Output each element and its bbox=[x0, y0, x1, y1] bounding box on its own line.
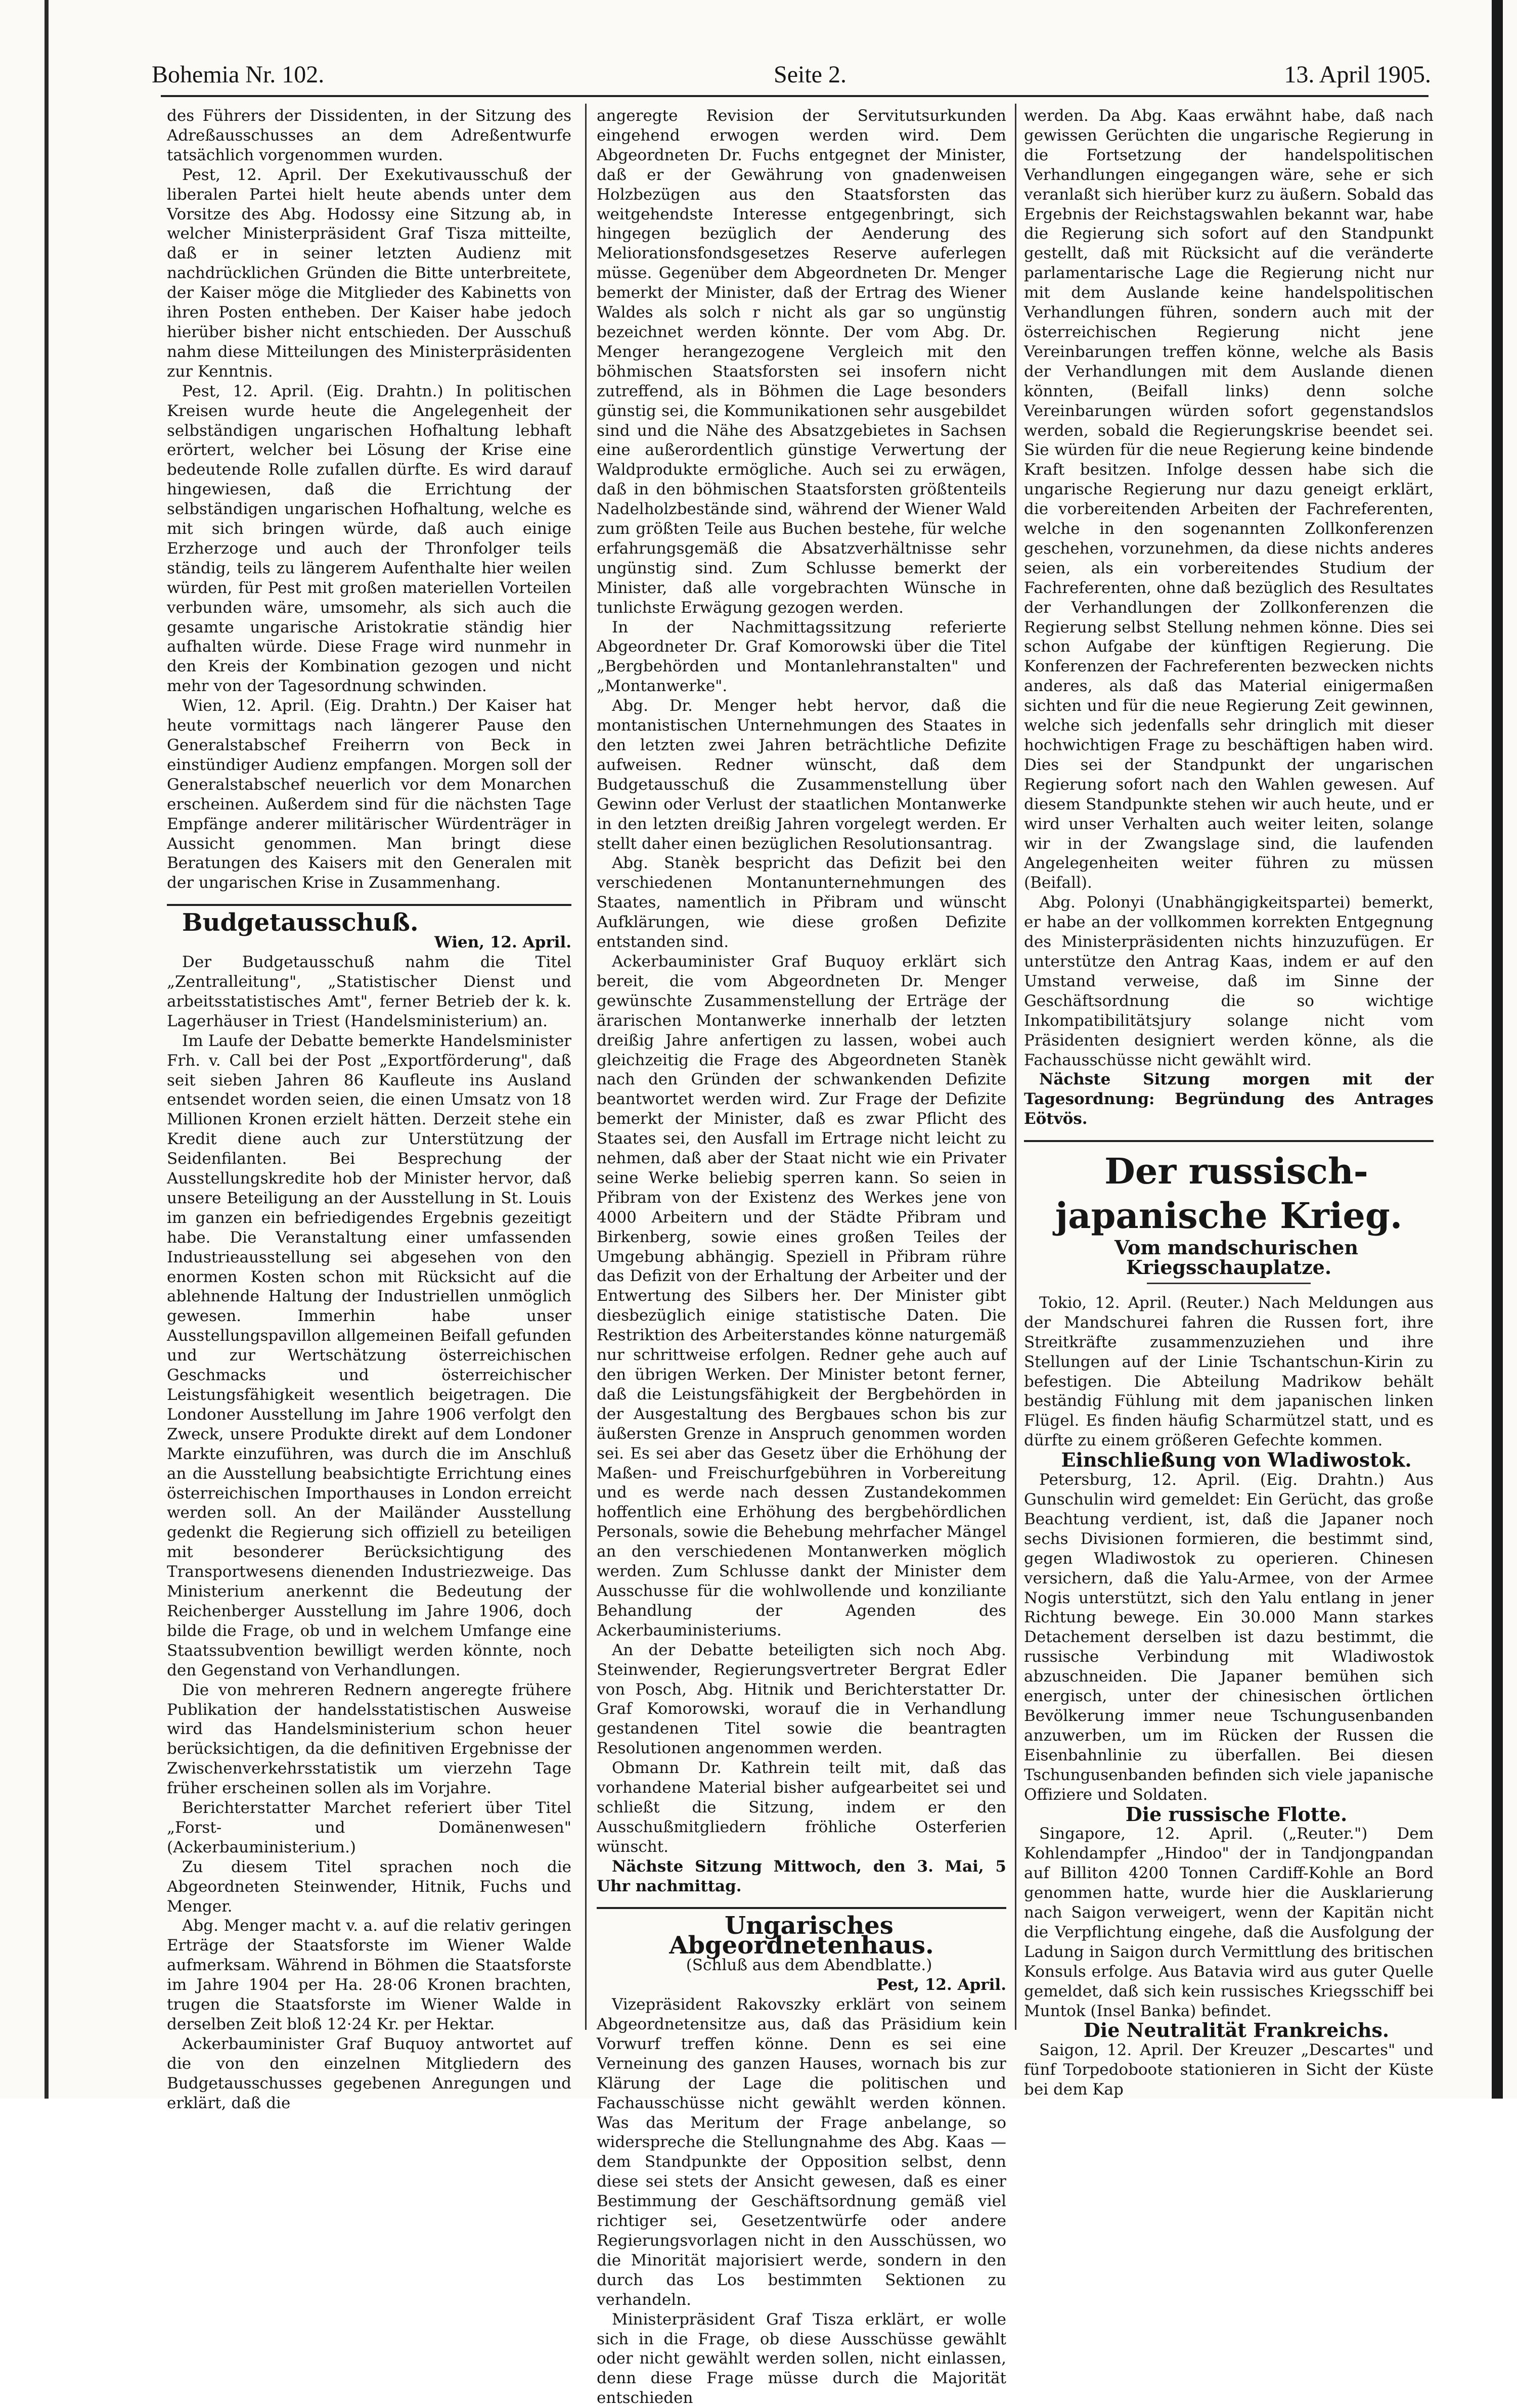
paragraph: Im Laufe der Debatte bemerkte Handelsminister Frh. v. Call bei der Post „Exportförderung", daß seit sieben Jahren 86 Kaufleute ins Ausland entsendet worden seien, die einen Umsatz von 18 Millionen Kronen erzielt hätten. Derzeit stehe ein Kredit diene auch zur Unterstützung der Seidenfilanten. Bei Besprechung der Ausstellungskredite hob der Minister hervor, daß unsere Beteiligung an der Ausstellung in St. Louis im ganzen ein befriedigendes Ergebnis gezeitigt habe. Die Veranstaltung einer umfassenden Industrieausstellung sei abgesehen von den enormen Kosten schon mit Rücksicht auf die ablehnende Haltung der Industriellen unmöglich gewesen. Immerhin habe unser Ausstellungspavillon allgemeinen Beifall gefunden und zur Wertschätzung österreichischen Geschmacks und österreichischer Leistungsfähigkeit wesentlich beigetragen. Die Londoner Ausstellung im Jahre 1906 verfolgt den Zweck, unsere Produkte direkt auf dem Londoner Markte einzuführen, was durch die im Anschluß an die Ausstellung beabsichtigte Errichtung eines österreichischen Importhauses in London erreicht werden soll. An der Mailänder Ausstellung gedenkt die Regierung sich offiziell zu beteiligen mit besonderer Berücksichtigung des Transportwesens dienenden Industriezweige. Das Ministerium anerkennt die Bedeutung der Reichenberger Ausstellung im Jahre 1906, doch bilde die Frage, ob und in welchem Umfange eine Staatssubvention bewilligt werden könnte, noch den Gegenstand von Verhandlungen. bbox=[167, 1031, 571, 1679]
paragraph: Berichterstatter Marchet referiert über Titel „Forst- und Domänenwesen" (Ackerbauministerium.) bbox=[167, 1799, 571, 1856]
section-title-hungarian-house: Ungarisches Abgeordnetenhaus. bbox=[669, 1912, 934, 1960]
page-number: Seite 2. bbox=[774, 61, 846, 88]
paragraph: Wien, 12. April. (Eig. Drahtn.) Der Kaiser hat heute vormittags nach längerer Pause den Generalstabschef Freiherrn von Beck in einstündiger Audienz empfangen. Morgen soll der Generalstabschef neuerlich vor dem Monarchen erscheinen. Außerdem sind für die nächsten Tage Empfänge anderer militärischer Würdenträger in Aussicht genommen. Man bringt diese Beratungen des Kaisers mit den Generalen mit der ungarischen Krise in Zusammenhang. bbox=[167, 697, 571, 892]
paragraph: Vizepräsident Rakovszky erklärt von seinem Abgeordnetensitze aus, daß das Präsidium kein Vorwurf treffen könne. Denn es sei eine Verneinung des ganzen Hauses, wornach bis zur Klärung der Lage die politischen und Fachausschüsse nicht gewählt werden können. Was das Meritum der Frage anbelange, so widerspreche die Stellungnahme des Abg. Kaas — dem Standpunkte der Opposition selbst, denn diese sei stets der Ansicht gewesen, daß es einer Bestimmung der Geschäftsordnung gemäß viel richtiger sei, Gesetzentwürfe oder andere Regierungsvorlagen nicht in den Ausschüssen, wo die Minorität majorisiert werde, sondern in den durch das Los bestimmten Sektionen zu verhandeln. bbox=[597, 1995, 1006, 2309]
column-3 bbox=[1024, 106, 1434, 2100]
column-rule-2 bbox=[1015, 104, 1016, 2030]
paragraph: Abg. Dr. Menger hebt hervor, daß die montanistischen Unternehmungen des Staates in den letzten zwei Jahren beträchtliche Defizite aufweisen. Redner wünscht, daß dem Budgetausschuß die Zusammenstellung über Gewinn oder Verlust der staatlichen Montanwerke in den letzten dreißig Jahren vorgelegt werden. Er stellt daher einen bezüglichen Resolutionsantrag. bbox=[597, 697, 1006, 853]
paragraph: Pest, 12. April. Der Exekutivausschuß der liberalen Partei hielt heute abends unter dem Vorsitze des Abg. Hodossy eine Sitzung ab, in welcher Ministerpräsident Graf Tisza mitteilte, daß er in seiner letzten Audienz mit nachdrücklichen Gründen die Bitte unterbreitete, der Kaiser möge die Mitglieder des Kabinetts von ihren Posten entheben. Der Kaiser habe jedoch hierüber bisher nicht entschieden. Der Ausschuß nahm diese Mitteilungen des Ministerpräsidenten zur Kenntnis. bbox=[167, 165, 571, 381]
column-rule-1 bbox=[585, 104, 587, 2030]
scan-edge-left bbox=[44, 0, 49, 2099]
masthead-issue: Bohemia Nr. 102. bbox=[152, 61, 325, 88]
paragraph: In der Nachmittagssitzung referierte Abgeordneter Dr. Graf Komorowski über die Titel „Bergbehörden und Montanlehranstalten" und „Montanwerke". bbox=[597, 618, 1006, 696]
column-1 bbox=[167, 106, 571, 2113]
section-rule bbox=[167, 904, 571, 906]
subheadline-wladiwostok: Einschließung von Wladiwostok. bbox=[1061, 1448, 1412, 1472]
section-rule bbox=[1024, 1140, 1434, 1142]
column-2 bbox=[597, 106, 1006, 2408]
issue-date: 13. April 1905. bbox=[1284, 61, 1431, 88]
paragraph: Abg. Polonyi (Unabhängigkeitspartei) bemerkt, er habe an der vollkommen korrekten Entgegnung des Ministerpräsidenten nichts hinzuzufügen. Er unterstütze den Antrag Kaas, indem er auf den Umstand verweise, daß im Sinne der Geschäftsordnung die so wichtige Inkompatibilitätsjury solange nicht vom Präsidenten designiert werden könne, als die Fachausschüsse nicht gewählt wird. bbox=[1024, 893, 1434, 1069]
paragraph: Der Budgetausschuß nahm die Titel „Zentralleitung", „Statistischer Dienst und arbeitsstatistisches Amt", ferner Betrieb der k. k. Lagerhäuser in Triest (Handelsministerium) an. bbox=[167, 953, 571, 1030]
paragraph: Saigon, 12. April. Der Kreuzer „Descartes" und fünf Torpedoboote stationieren in Sicht der Küste bei dem Kap bbox=[1024, 2041, 1434, 2099]
headline-war: Der russisch-japanische Krieg. bbox=[1055, 1150, 1403, 1237]
subhead-rule bbox=[1147, 1283, 1311, 1284]
paragraph: Pest, 12. April. (Eig. Drahtn.) In politischen Kreisen wurde heute die Angelegenheit der selbständigen ungarischen Hofhaltung lebhaft erörtert, welcher bei Lösung der Krise eine bedeutende Rolle zufallen dürfte. Es wird darauf hingewiesen, daß die Errichtung der selbständigen ungarischen Hofhaltung, welche es mit sich bringen würde, daß auch einige Erzherzoge und auch der Thronfolger teils ständig, teils zu längerem Aufenthalte hier weilen würden, für Pest mit großen materiellen Vorteilen verbunden wäre, umsomehr, als sich auch die gesamte ungarische Aristokratie ständig hier aufhalten würde. Diese Frage wird nunmehr in den Kreis der Kombination gezogen und nicht mehr von der Tagesordnung schwinden. bbox=[167, 382, 571, 696]
section-title-budget: Budgetausschuß. bbox=[182, 908, 419, 937]
section-subtitle: (Schluß aus dem Abendblatte.) bbox=[686, 1956, 932, 1975]
scan-edge-right bbox=[1492, 0, 1503, 2099]
paragraph: Zu diesem Titel sprachen noch die Abgeordneten Steinwender, Hitnik, Fuchs und Menger. bbox=[167, 1857, 571, 1916]
page-header bbox=[152, 61, 1431, 96]
paragraph: Ackerbauminister Graf Buquoy antwortet auf die von den einzelnen Mitgliedern des Budgetausschusses gegebenen Anregungen und erklärt, daß die bbox=[167, 2034, 571, 2112]
paragraph: Obmann Dr. Kathrein teilt mit, daß das vorhandene Material bisher aufgearbeitet sei und schließt die Sitzung, indem er den Ausschußmitgliedern fröhliche Osterferien wünscht. bbox=[597, 1759, 1006, 1856]
subheadline-manchuria: Vom mandschurischen Kriegsschauplatze. bbox=[1114, 1236, 1358, 1279]
paragraph: Abg. Stanèk bespricht das Defizit bei den verschiedenen Montanunternehmungen des Staates, namentlich in Přibram und wünscht Aufklärungen, wie diese großen Defizite entstanden sind. bbox=[597, 854, 1006, 951]
paragraph: Ackerbauminister Graf Buquoy erklärt sich bereit, die vom Abgeordneten Dr. Menger gewünschte Zusammenstellung der Erträge der ärarischen Montanwerke innerhalb der letzten dreißig Jahre anfertigen zu lassen, wobei auch gleichzeitig die Frage des Abgeordneten Stanèk nach den Gründen der schwankenden Defizite beantwortet werden wird. Zur Frage der Defizite bemerkt der Minister, daß es zwar Pflicht des Staates sei, den Ausfall im Ertrage nicht leicht zu nehmen, daß aber der Staat nicht wie ein Privater seine Werke beliebig sperren kann. So seien in Přibram von der Existenz des Werkes jene von 4000 Arbeitern und der Städte Přibram und Birkenberg, sowie eines großen Teiles der Umgebung abhängig. Speziell in Přibram rühre das Defizit von der Erhaltung der Arbeiter und der Entwertung des Silbers her. Der Minister gibt diesbezüglich einige statistische Daten. Die Restriktion des Arbeiterstandes könne naturgemäß nur schrittweise erfolgen. Redner gehe auch auf den übrigen Werken. Der Minister betont ferner, daß die Leistungsfähigkeit der Bergbehörden in der Ausgestaltung des Bergbaues schon bis zur äußersten Grenze in Anspruch genommen worden sei. Es sei aber das Gesetz über die Erhöhung der Maßen- und Freischurfgebühren in Vorbereitung und es werde nach dessen Zustandekommen hoffentlich eine Erhöhung des bergbehördlichen Personals, sowie die Behebung mehrfacher Mängel an den verschiedenen Montanwerken möglich werden. Zum Schlusse dankt der Minister dem Ausschusse für die wohlwollende und konziliante Behandlung der Agenden des Ackerbauministeriums. bbox=[597, 952, 1006, 1640]
paragraph: Tokio, 12. April. (Reuter.) Nach Meldungen aus der Mandschurei fahren die Russen fort, ihre Streitkräfte zusammenzuziehen und ihre Stellungen auf der Linie Tschantschun-Kirin zu befestigen. Die Abteilung Madrikow behält beständig Fühlung mit dem japanischen linken Flügel. Es finden häufig Scharmützel statt, und es dürfte zu einem größeren Gefechte kommen. bbox=[1024, 1293, 1434, 1450]
subheadline-fleet: Die russische Flotte. bbox=[1125, 1802, 1348, 1826]
paragraph: Petersburg, 12. April. (Eig. Drahtn.) Aus Gunschulin wird gemeldet: Ein Gerücht, das große Beachtung verdient, ist, daß die Japaner noch sechs Divisionen formieren, die bestimmt sind, gegen Wladiwostok zu operieren. Chinesen versichern, daß die Yalu-Armee, von der Armee Nogis unterstützt, sich den Yalu entlang in jener Richtung bewege. Ein 30.000 Mann starkes Detachement derselben ist dazu bestimmt, die russische Verbindung mit Wladiwostok abzuschneiden. Die Japaner bemühen sich energisch, unter der chinesischen örtlichen Bevölkerung immer neue Tschungusenbanden anzuwerben, um im Rücken der Russen die Eisenbahnlinie zu überfallen. Bei diesen Tschungusenbanden befinden sich viele japanische Offiziere und Soldaten. bbox=[1024, 1471, 1434, 1804]
paragraph: Ministerpräsident Graf Tisza erklärt, er wolle sich in die Frage, ob diese Ausschüsse gewählt oder nicht gewählt werden sollen, nicht einlassen, denn diese Frage müsse durch die Majorität entschieden bbox=[597, 2310, 1006, 2407]
dateline: Wien, 12. April. bbox=[434, 933, 571, 952]
section-rule bbox=[597, 1907, 1006, 1909]
paragraph: des Führers der Dissidenten, in der Sitzung des Adreßausschusses an dem Adreßentwurfe tatsächlich vorgenommen wurden. bbox=[167, 107, 571, 164]
paragraph: Abg. Menger macht v. a. auf die relativ geringen Erträge der Staatsforste im Wiener Walde aufmerksam. Während in Böhmen die Staatsforste im Jahre 1904 per Ha. 28·06 Kronen brachten, trugen die Staatsforste im Wiener Walde in derselben Zeit bloß 12·24 Kr. per Hektar. bbox=[167, 1917, 571, 2033]
header-rule bbox=[161, 95, 1429, 97]
paragraph: An der Debatte beteiligten sich noch Abg. Steinwender, Regierungsvertreter Bergrat Edler von Posch, Abg. Hitnik und Berichterstatter Dr. Graf Komorowski, worauf die in Verhandlung gestandenen Titel sowie die beantragten Resolutionen angenommen werden. bbox=[597, 1641, 1006, 1758]
paragraph: Singapore, 12. April. („Reuter.") Dem Kohlendampfer „Hindoo" der in Tandjongpandan auf Billiton 4200 Tonnen Cardiff-Kohle an Bord genommen hatte, wurde hier die Ausklarierung nach Saigon verweigert, wenn der Kapitän nicht die Verpflichtung eingehe, daß die Ausfolgung der Ladung in Saigon durch Vermittlung des britischen Konsuls erfolge. Aus Batavia wird aus guter Quelle gemeldet, daß sich kein russisches Kriegsschiff bei Muntok (Insel Banka) befindet. bbox=[1024, 1825, 1434, 2020]
paragraph: Die von mehreren Rednern angeregte frühere Publikation der handelsstatistischen Ausweise wird das Handelsministerium schon heuer berücksichtigen, da die definitiven Ergebnisse der Zwischenverkehrsstatistik um vierzehn Tage früher erscheinen sollen als im Vorjahre. bbox=[167, 1680, 571, 1798]
dateline: Pest, 12. April. bbox=[876, 1976, 1006, 1994]
paragraph: angeregte Revision der Servitutsurkunden eingehend erwogen werden wird. Dem Abgeordneten Dr. Fuchs entgegnet der Minister, daß er der Gewährung von gnadenweisen Holzbezügen aus den Staatsforsten das weitgehendste Interesse entgegenbringt, sich hingegen bezüglich der Aenderung des Meliorationsfondsgesetzes Reserve auferlegen müsse. Gegenüber dem Abgeordneten Dr. Menger bemerkt der Minister, daß der Ertrag des Wiener Waldes als solch r nicht als gar so ungünstig bezeichnet werden könnte. Der vom Abg. Dr. Menger herangezogene Vergleich mit den böhmischen Staatsforsten sei insofern nicht zutreffend, als in Böhmen die Lage besonders günstig sei, die Kommunikationen sehr ausgebildet sind und die Nähe des Absatzgebietes in Sachsen eine außerordentlich günstige Verwertung der Waldprodukte ermögliche. Auch sei zu erwägen, daß in den böhmischen Staatsforsten größtenteils Nadelholzbestände sind, während der Wiener Wald zum größten Teile aus Buchen bestehe, für welche erfahrungsgemäß die Absatzverhältnisse sehr ungünstig sind. Zum Schlusse bemerkt der Minister, daß alle vorgebrachten Wünsche in tunlichste Erwägung gezogen werden. bbox=[597, 107, 1006, 617]
paragraph: werden. Da Abg. Kaas erwähnt habe, daß nach gewissen Gerüchten die ungarische Regierung in die Fortsetzung der handelspolitischen Verhandlungen eingegangen wäre, sehe er sich veranlaßt sich hierüber kurz zu äußern. Sobald das Ergebnis der Reichstagswahlen bekannt war, habe die Regierung sich sofort auf den Standpunkt gestellt, daß mit Rücksicht auf die veränderte parlamentarische Lage die Regierung nicht nur mit dem Auslande keine handelspolitischen Verhandlungen führen, sondern auch mit der österreichischen Regierung nicht jene Vereinbarungen treffen könne, welche als Basis der Verhandlungen mit dem Auslande dienen könnten, (Beifall links) denn solche Vereinbarungen würden sofort gegenstandslos werden, sobald die Regierungskrise beendet sei. Sie würden für die neue Regierung keine bindende Kraft besitzen. Infolge dessen habe sich die ungarische Regierung nur dazu geneigt erklärt, die vorbereitenden Arbeiten der Fachreferenten, welche in den sogenannten Zollkonferenzen geschehen, vorzunehmen, da diese nichts anderes seien, als ein vorbereitendes Studium der Fachreferenten, ohne daß bezüglich des Resultates der Verhandlungen der Zollkonferenzen die Regierung selbst Stellung nehmen könne. Dies sei schon Aufgabe der künftigen Regierung. Die Konferenzen der Fachreferenten bezwecken nichts anderes, als daß das Material einigermaßen sichten und für die neue Regierung Zeit gewinnen, welche sich jedenfalls sehr dringlich mit dieser hochwichtigen Frage zu beschäftigen haben wird. Dies sei der Standpunkt der ungarischen Regierung sofort nach den Wahlen gewesen. Auf diesem Standpunkte stehen wir auch heute, und er wird unser Verhalten auch weiter leiten, solange wir in der Zwangslage sind, die laufenden Angelegenheiten weiter führen zu müssen (Beifall). bbox=[1024, 107, 1434, 892]
paragraph: Nächste Sitzung Mittwoch, den 3. Mai, 5 Uhr nachmittag. bbox=[597, 1857, 1006, 1895]
subheadline-neutrality: Die Neutralität Frankreichs. bbox=[1083, 2019, 1390, 2042]
paragraph: Nächste Sitzung morgen mit der Tagesordnung: Begründung des Antrages Eötvös. bbox=[1024, 1070, 1434, 1128]
